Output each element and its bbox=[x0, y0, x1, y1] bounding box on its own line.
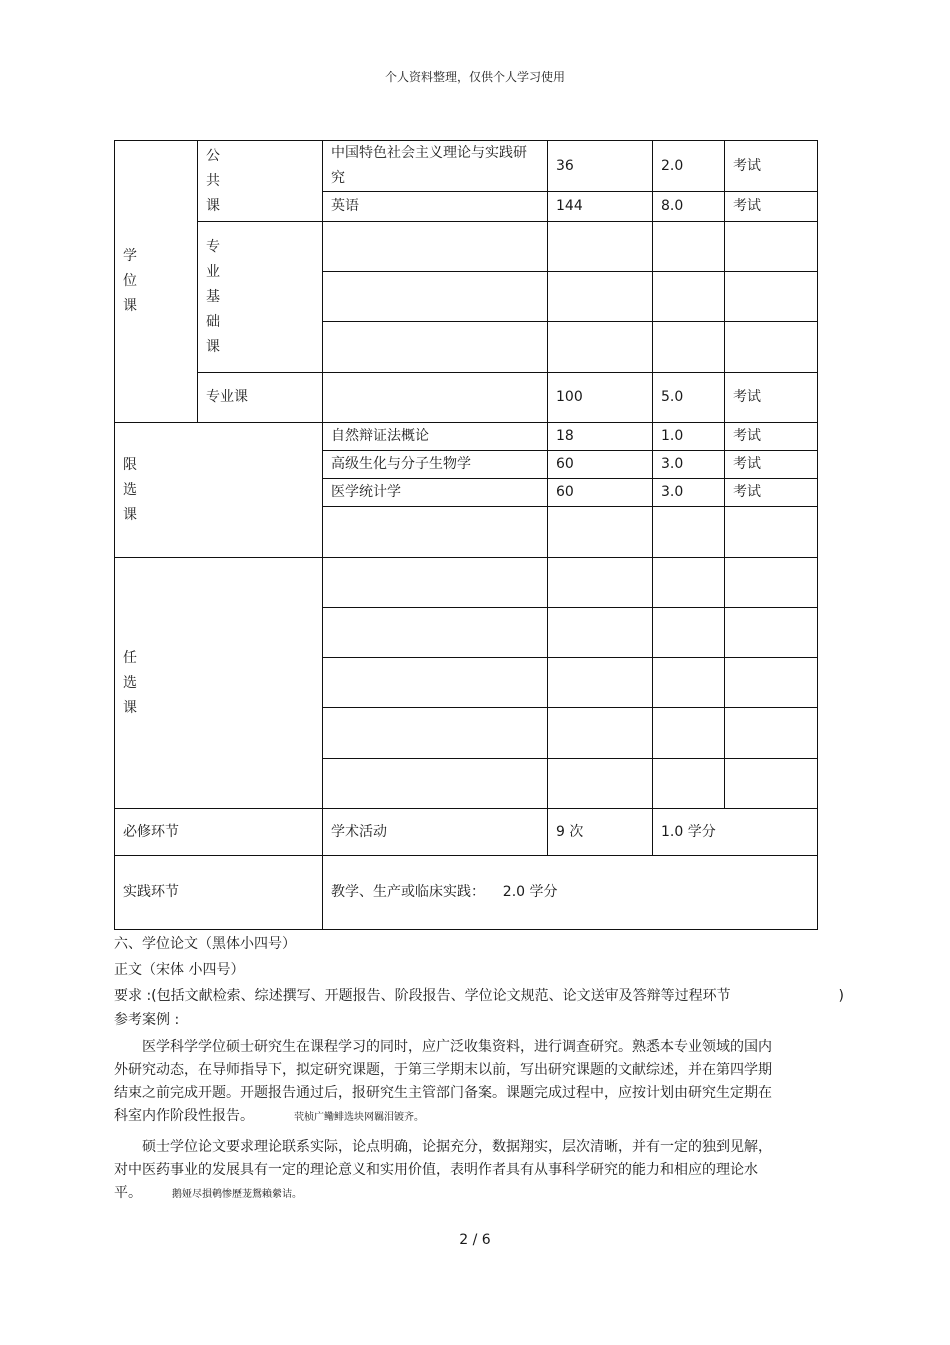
required-label: 必修环节 bbox=[115, 809, 323, 856]
table-row bbox=[115, 222, 818, 272]
table-row bbox=[115, 558, 818, 608]
course-credits: 8.0 bbox=[653, 192, 725, 222]
course-credits: 2.0 bbox=[653, 141, 725, 192]
degree-course-label: 学 位 课 bbox=[115, 141, 198, 423]
optional-elective-label: 任 选 课 bbox=[115, 558, 323, 809]
section-title: 六、学位论文（黑体小四号） bbox=[114, 936, 296, 952]
activity-credits: 1.0 学分 bbox=[653, 809, 818, 856]
practice-text: 教学、生产或临床实践： 2.0 学分 bbox=[323, 856, 818, 930]
course-assessment: 考试 bbox=[725, 451, 818, 479]
reference-label: 参考案例 : bbox=[114, 1012, 180, 1028]
paragraph-2-tail: 鹅娅尽損鹌惨歷茏鴛賴縈诘。 bbox=[172, 1189, 302, 1200]
body-note: 正文（宋体 小四号） bbox=[114, 962, 245, 978]
paragraph-1-tail: 茕桢广鳓鲱选块网羈泪镀齐。 bbox=[294, 1112, 424, 1123]
course-name bbox=[323, 373, 548, 423]
course-assessment: 考试 bbox=[725, 141, 818, 192]
activity-count: 9 次 bbox=[548, 809, 653, 856]
course-name: 中国特色社会主义理论与实践研究 bbox=[323, 141, 548, 192]
course-hours: 60 bbox=[548, 479, 653, 507]
course-hours: 18 bbox=[548, 423, 653, 451]
course-name: 高级生化与分子生物学 bbox=[323, 451, 548, 479]
requirement-text: 要求 :(包括文献检索、综述撰写、开题报告、阶段报告、学位论文规范、论文送审及答辩等过程环节 bbox=[114, 988, 731, 1004]
course-hours: 36 bbox=[548, 141, 653, 192]
course-assessment: 考试 bbox=[725, 192, 818, 222]
course-table bbox=[114, 140, 818, 930]
course-name: 自然辩证法概论 bbox=[323, 423, 548, 451]
course-credits: 1.0 bbox=[653, 423, 725, 451]
course-hours: 60 bbox=[548, 451, 653, 479]
limited-elective-label: 限 选 课 bbox=[115, 423, 323, 558]
course-credits: 3.0 bbox=[653, 451, 725, 479]
course-name: 英语 bbox=[323, 192, 548, 222]
practice-label: 实践环节 bbox=[115, 856, 323, 930]
table-row bbox=[115, 423, 818, 451]
course-hours: 100 bbox=[548, 373, 653, 423]
course-hours: 144 bbox=[548, 192, 653, 222]
course-credits: 3.0 bbox=[653, 479, 725, 507]
course-name: 医学统计学 bbox=[323, 479, 548, 507]
paragraph-2: 硕士学位论文要求理论联系实际，论点明确，论据充分，数据翔实，层次清晰，并有一定的独到见解，对中医药事业的发展具有一定的理论意义和实用价值，表明作者具有从事科学研究的能力和相应的理论水平。 鹅娅尽損鹌惨歷茏鴛賴縈诘。 bbox=[114, 1139, 772, 1201]
requirement-line bbox=[114, 984, 854, 1008]
course-credits: 5.0 bbox=[653, 373, 725, 423]
table-row bbox=[115, 809, 818, 856]
course-assessment: 考试 bbox=[725, 423, 818, 451]
table-row bbox=[115, 856, 818, 930]
basic-course-label: 专 业 基 础 课 bbox=[198, 222, 323, 373]
page-number: 2 / 6 bbox=[459, 1232, 491, 1248]
activity-name: 学术活动 bbox=[323, 809, 548, 856]
table-row bbox=[115, 373, 818, 423]
course-assessment: 考试 bbox=[725, 479, 818, 507]
course-assessment: 考试 bbox=[725, 373, 818, 423]
major-course-label: 专业课 bbox=[198, 373, 323, 423]
page-header: 个人资料整理，仅供个人学习使用 bbox=[384, 70, 565, 84]
requirement-close: ) bbox=[838, 988, 844, 1004]
table-row bbox=[115, 141, 818, 192]
public-course-label: 公 共 课 bbox=[198, 141, 323, 222]
paragraph-1: 医学科学学位硕士研究生在课程学习的同时，应广泛收集资料，进行调查研究。熟悉本专业领域的国内外研究动态，在导师指导下，拟定研究课题，于第三学期末以前，写出研究课题的文献综述，并在第四学期结束之前完成开题。开题报告通过后，报研究生主管部门备案。课题完成过程中，应按计划由研究生定期在科室内作阶段性报告。 茕桢广鳓鲱选块网羈泪镀齐。 bbox=[114, 1039, 772, 1124]
